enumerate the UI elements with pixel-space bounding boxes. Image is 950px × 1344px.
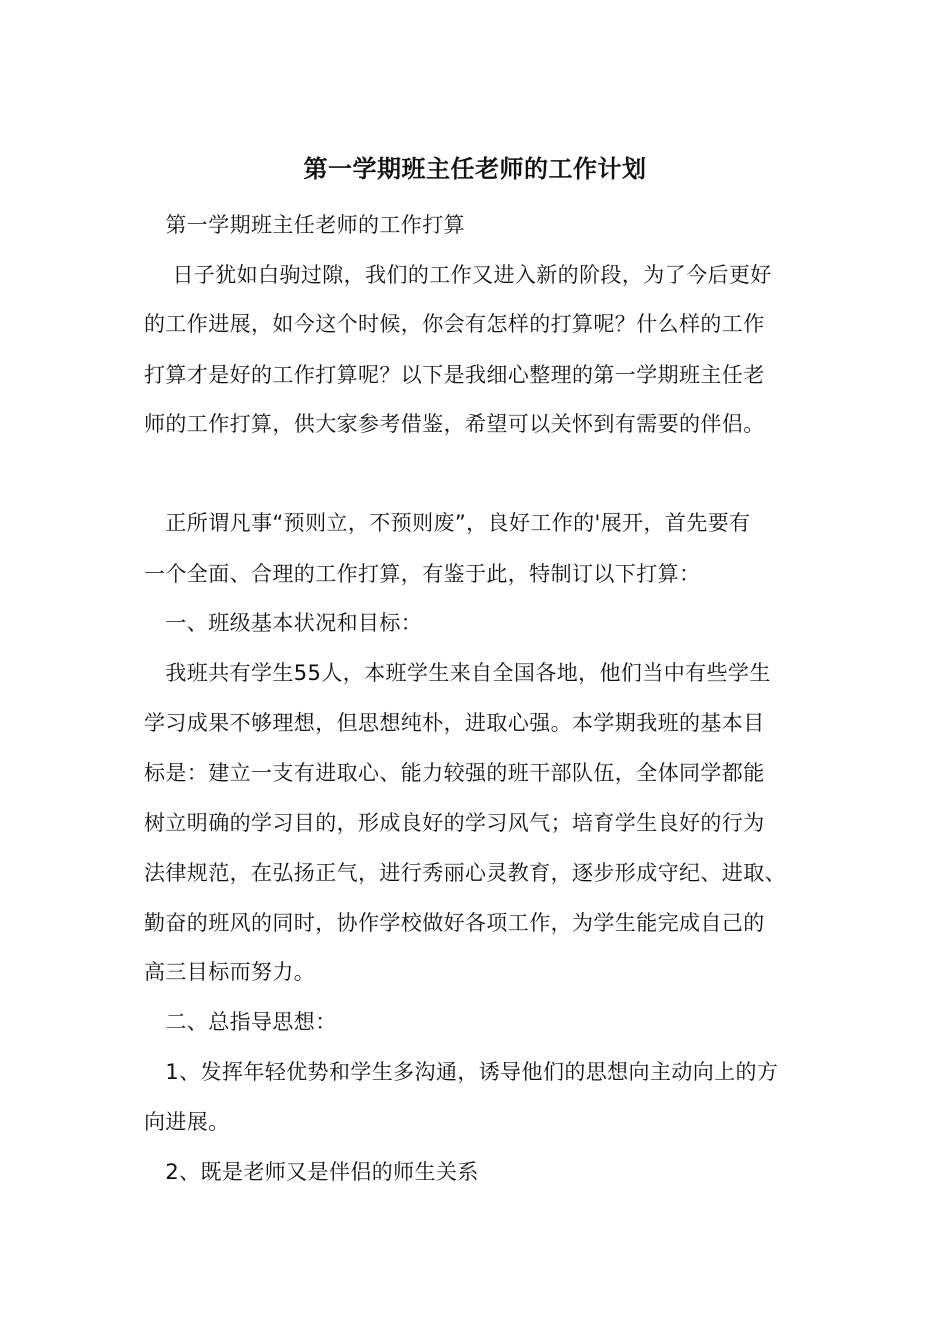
list-item-continuation: 向进展。: [144, 1110, 230, 1134]
paragraph-line: 正所谓凡事“预则立，不预则废”，良好工作的'展开，首先要有: [144, 511, 751, 535]
paragraph-line: 树立明确的学习目的，形成良好的学习风气；培育学生良好的行为: [144, 811, 765, 835]
paragraph-line: 学习成果不够理想，但思想纯朴，进取心强。本学期我班的基本目: [144, 711, 765, 735]
list-item: 1、发挥年轻优势和学生多沟通，诱导他们的思想向主动向上的方: [144, 1060, 779, 1084]
paragraph-line: 一个全面、合理的工作打算，有鉴于此，特制订以下打算：: [144, 562, 701, 586]
paragraph-line: 勤奋的班风的同时，协作学校做好各项工作，为学生能完成自己的: [144, 911, 765, 935]
paragraph-line: 法律规范，在弘扬正气，进行秀丽心灵教育，逐步形成守纪、进取、: [144, 861, 786, 885]
paragraph-line: 打算才是好的工作打算呢？以下是我细心整理的第一学期班主任老: [144, 363, 765, 387]
paragraph-line: 标是：建立一支有进取心、能力较强的班干部队伍，全体同学都能: [144, 761, 765, 785]
paragraph-line: 师的工作打算，供大家参考借鉴，希望可以关怀到有需要的伴侣。: [144, 412, 765, 436]
section-heading: 二、总指导思想：: [144, 1010, 337, 1034]
subtitle-line: 第一学期班主任老师的工作打算: [144, 213, 465, 237]
document-title: 第一学期班主任老师的工作计划: [303, 154, 647, 183]
paragraph-line: 我班共有学生55人，本班学生来自全国各地，他们当中有些学生: [144, 661, 771, 685]
paragraph-line: 高三目标而努力。: [144, 960, 316, 984]
section-heading: 一、班级基本状况和目标：: [144, 611, 423, 635]
paragraph-line: 的工作进展，如今这个时候，你会有怎样的打算呢？什么样的工作: [144, 312, 765, 336]
list-item: 2、既是老师又是伴侣的师生关系: [144, 1160, 479, 1184]
paragraph-line: 日子犹如白驹过隙，我们的工作又进入新的阶段，为了今后更好: [144, 263, 772, 287]
